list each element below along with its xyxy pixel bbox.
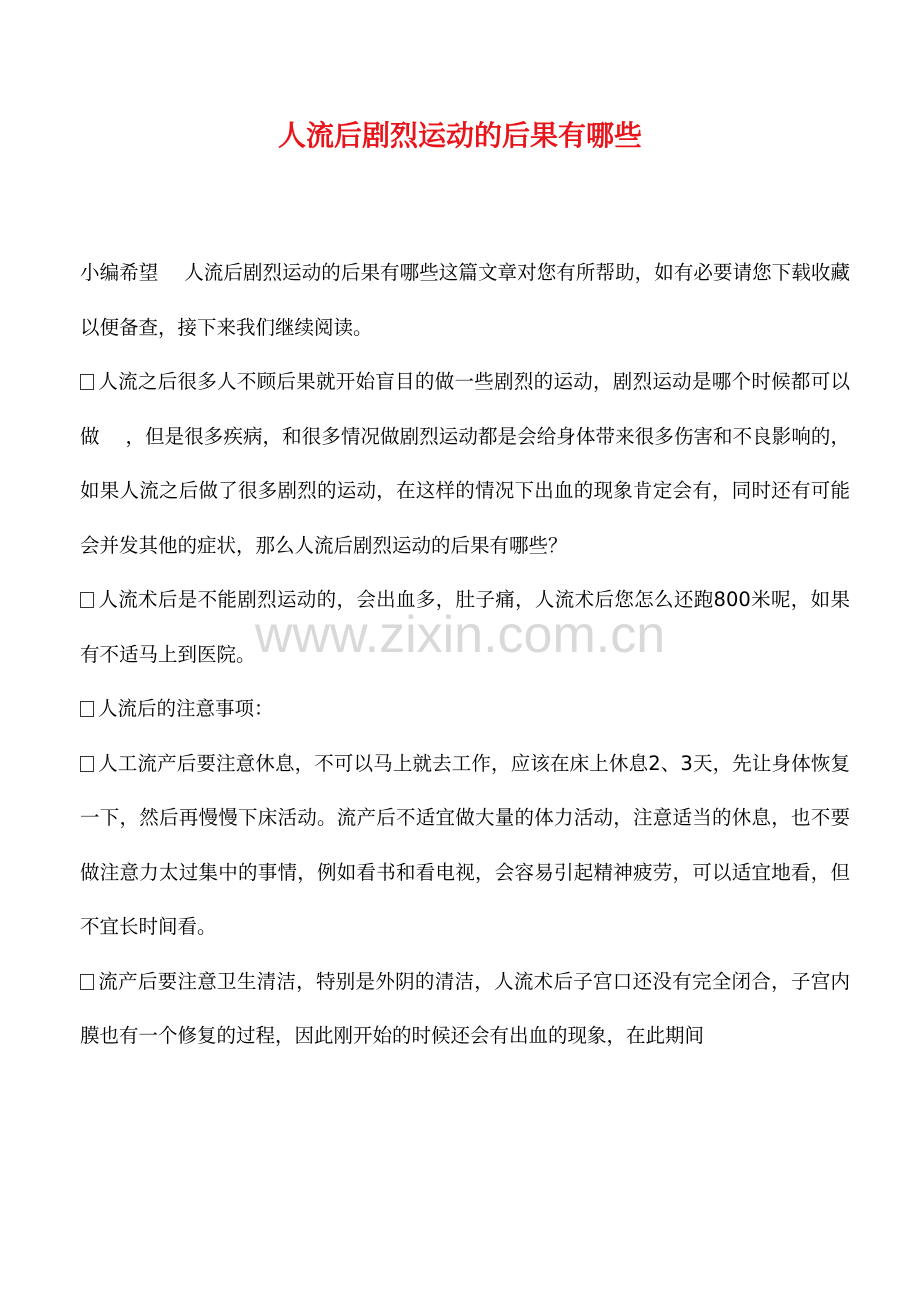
paragraph-text: 小编希望 人流后剧烈运动的后果有哪些这篇文章对您有所帮助，如有必要请您下载收藏以便备查，接下来我们继续阅读。 (80, 261, 850, 339)
document-title: 人流后剧烈运动的后果有哪些 (277, 119, 642, 152)
watermark: www.zixin.com.cn (254, 606, 666, 664)
checkbox-bullet-icon (80, 756, 94, 772)
paragraph-text: 人流后的注意事项： (98, 697, 274, 720)
checkbox-bullet-icon (80, 701, 94, 717)
paragraph (80, 955, 850, 1064)
paragraph-text: 人流术后是不能剧烈运动的，会出血多，肚子痛，人流术后您怎么还跑800米呢，如果有不适马上到医院。 (80, 588, 850, 666)
paragraph (80, 573, 850, 682)
checkbox-bullet-icon (80, 374, 94, 390)
checkbox-bullet-icon (80, 592, 94, 608)
intro-paragraph (80, 246, 850, 355)
document-body (80, 246, 850, 1064)
checkbox-bullet-icon (80, 974, 94, 990)
paragraph (80, 682, 850, 737)
paragraph (80, 737, 850, 955)
paragraph (80, 355, 850, 573)
paragraph-text: 人流之后很多人不顾后果就开始盲目的做一些剧烈的运动，剧烈运动是哪个时候都可以做 ，但是很多疾病，和很多情况做剧烈运动都是会给身体带来很多伤害和不良影响的，如果人流之后做了很多剧烈的运动，在这样的情况下出血的现象肯定会有，同时还有可能会并发其他的症状，那么人流后剧烈运动的后果有哪些？ (80, 370, 850, 557)
paragraph-text: 人工流产后要注意休息，不可以马上就去工作，应该在床上休息2、3天，先让身体恢复一下，然后再慢慢下床活动。流产后不适宜做大量的体力活动，注意适当的休息，也不要做注意力太过集中的事情，例如看书和看电视，会容易引起精神疲劳，可以适宜地看，但不宜长时间看。 (80, 751, 850, 938)
paragraph-text: 流产后要注意卫生清洁，特别是外阴的清洁，人流术后子宫口还没有完全闭合，子宫内膜也有一个修复的过程，因此刚开始的时候还会有出血的现象，在此期间 (80, 969, 850, 1047)
